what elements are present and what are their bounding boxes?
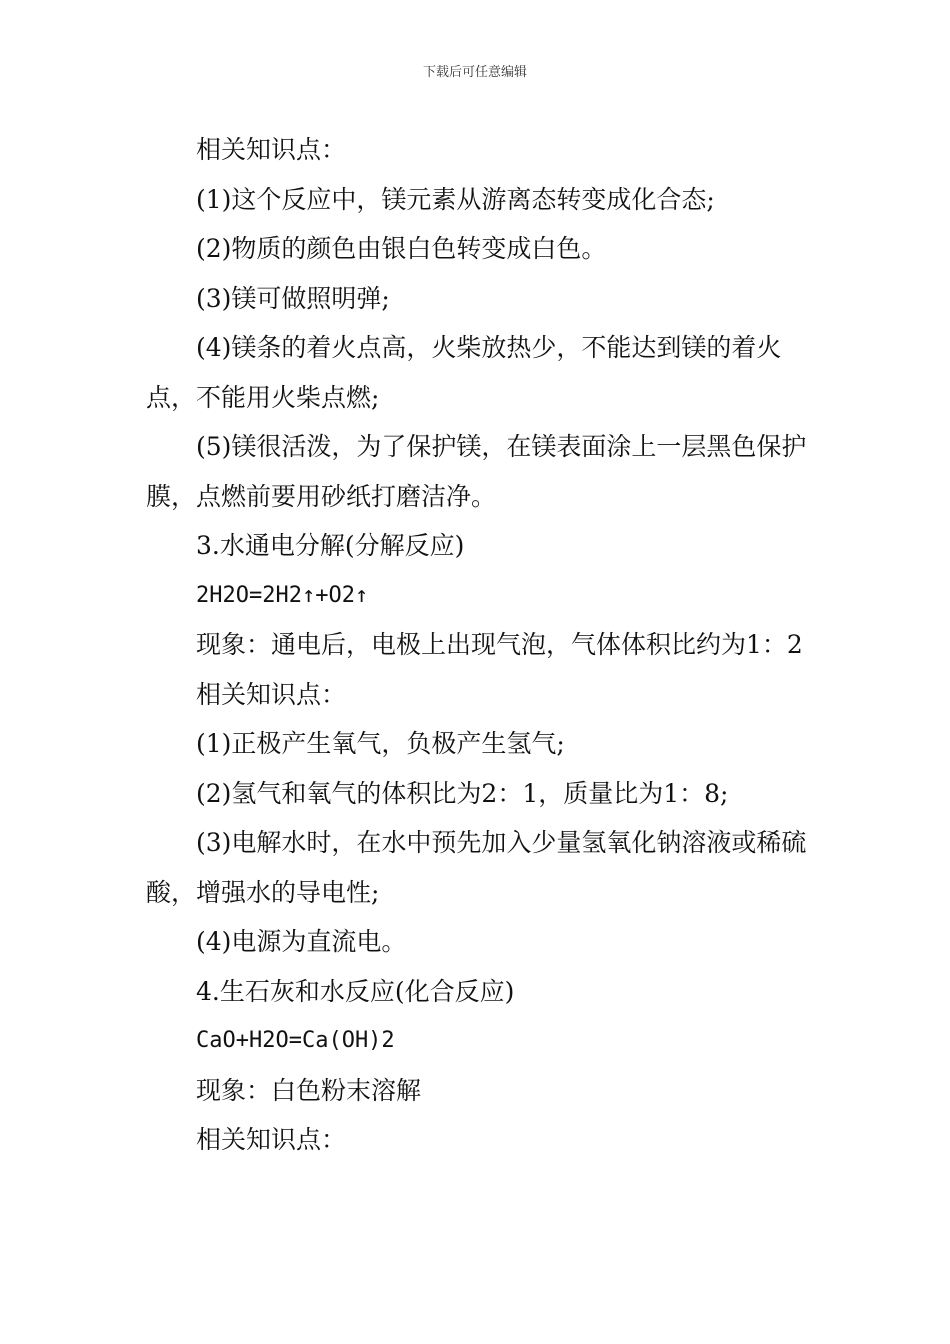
paragraph-related-knowledge-heading: 相关知识点：	[196, 1125, 347, 1154]
paragraph-item: (4)电源为直流电。	[196, 927, 407, 956]
paragraph-item: (1)正极产生氧气，负极产生氢气;	[196, 729, 565, 758]
paragraph-related-knowledge-heading: 相关知识点：	[196, 135, 347, 164]
section-heading: 4.生石灰和水反应(化合反应)	[196, 976, 515, 1006]
section-heading: 3.水通电分解(分解反应)	[196, 531, 465, 560]
paragraph-item: (4)镁条的着火点高，火柴放热少，不能达到镁的着火点，不能用火柴点燃;	[146, 333, 782, 412]
paragraph-item: (2)物质的颜色由银白色转变成白色。	[196, 234, 607, 263]
chemical-equation: 2H2O=2H2↑+O2↑	[196, 582, 369, 608]
chemical-equation: CaO+H2O=Ca(OH)2	[196, 1028, 395, 1053]
paragraph-item: (3)镁可做照明弹;	[196, 283, 390, 313]
phenomenon-text: 现象：通电后，电极上出现气泡，气体体积比约为1：2	[196, 630, 803, 659]
paragraph-related-knowledge-heading: 相关知识点：	[196, 679, 347, 709]
phenomenon-text: 现象：白色粉末溶解	[196, 1075, 422, 1105]
paragraph-item: (1)这个反应中，镁元素从游离态转变成化合态;	[196, 184, 715, 214]
paragraph-item: (2)氢气和氧气的体积比为2：1，质量比为1：8;	[196, 778, 729, 808]
paragraph-item: (5)镁很活泼，为了保护镁，在镁表面涂上一层黑色保护膜，点燃前要用砂纸打磨洁净。	[146, 432, 807, 511]
paragraph-item: (3)电解水时，在水中预先加入少量氢氧化钠溶液或稀硫酸，增强水的导电性;	[146, 828, 807, 907]
page-header: 下载后可任意编辑	[422, 65, 527, 80]
document-body	[146, 125, 814, 1165]
